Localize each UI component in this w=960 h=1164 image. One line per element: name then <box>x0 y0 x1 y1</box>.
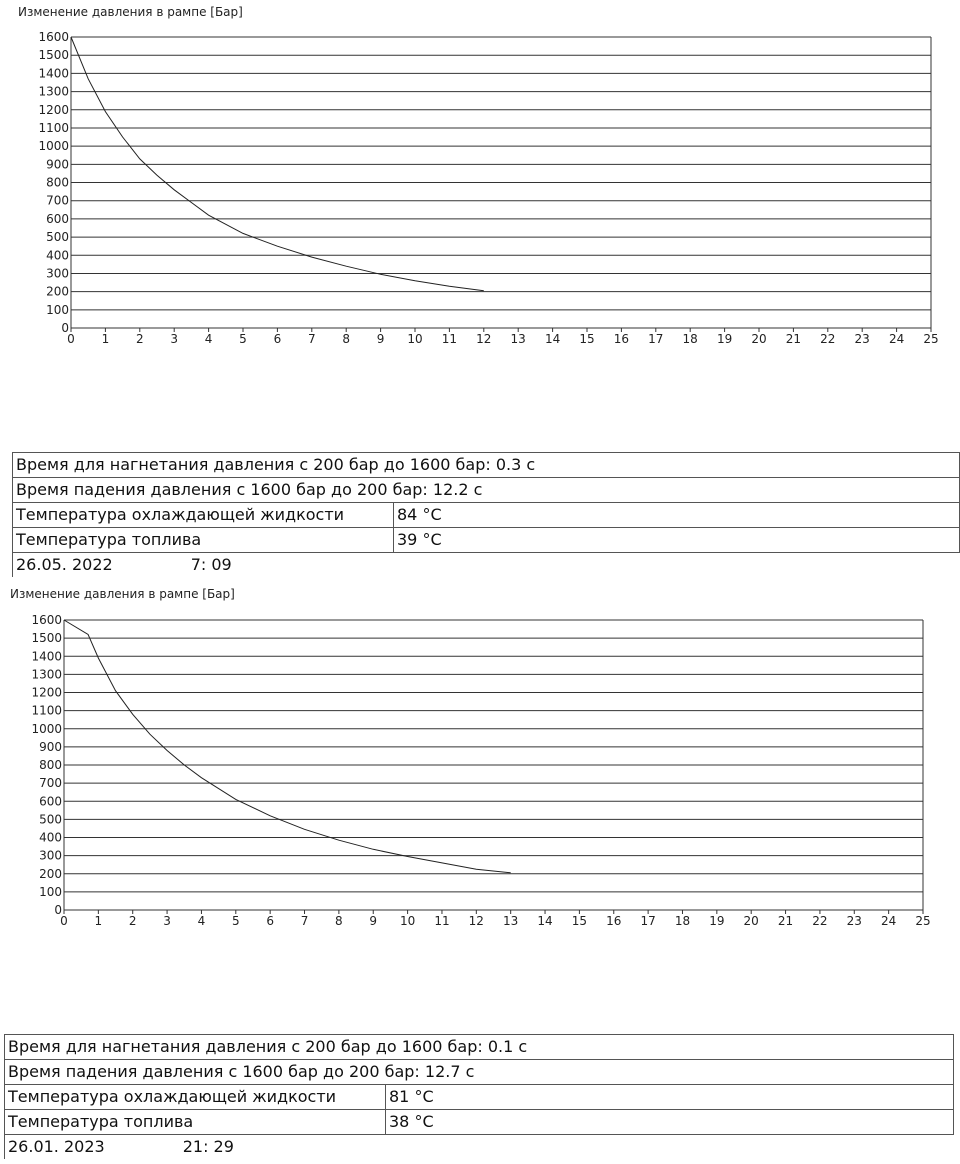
x-tick-label: 1 <box>94 914 103 928</box>
x-tick-label: 18 <box>674 914 691 928</box>
y-tick-label: 0 <box>54 903 62 917</box>
rise-time-text: Время для нагнетания давления с 200 бар до 1600 бар: 0.1 с <box>5 1035 954 1060</box>
x-tick-label: 9 <box>369 914 378 928</box>
y-tick-label: 200 <box>46 284 69 299</box>
time-text: 21: 29 <box>182 1137 234 1156</box>
y-tick-label: 600 <box>39 794 62 809</box>
x-tick-label: 22 <box>820 332 836 346</box>
pressure-chart <box>0 0 960 350</box>
x-tick-label: 15 <box>571 914 588 928</box>
y-tick-label: 900 <box>46 157 69 172</box>
x-tick-label: 2 <box>128 914 137 928</box>
y-tick-label: 400 <box>46 248 69 263</box>
x-tick-label: 12 <box>468 914 484 928</box>
chart-title: Изменение давления в рампе [Бар] <box>10 587 235 601</box>
y-tick-label: 800 <box>46 175 69 190</box>
x-tick-label: 25 <box>915 914 931 928</box>
x-tick-label: 24 <box>888 332 905 346</box>
drop-time-text: Время падения давления с 1600 бар до 200 бар: 12.2 с <box>13 478 960 503</box>
x-tick-label: 0 <box>60 914 68 928</box>
y-tick-label: 100 <box>46 302 69 317</box>
date-text: 26.05. 2022 <box>16 555 113 574</box>
fuel-temp-label: Температура топлива <box>5 1110 386 1135</box>
y-tick-label: 900 <box>39 739 62 754</box>
pressure-chart <box>0 583 960 933</box>
y-tick-label: 1400 <box>38 66 69 81</box>
x-tick-label: 7 <box>300 914 309 928</box>
x-tick-label: 8 <box>335 914 343 928</box>
info-table <box>4 1034 954 1159</box>
y-tick-label: 100 <box>39 884 62 899</box>
x-tick-label: 17 <box>640 914 656 928</box>
y-tick-label: 0 <box>61 321 69 335</box>
x-tick-label: 16 <box>606 914 622 928</box>
x-tick-label: 23 <box>854 332 870 346</box>
x-tick-label: 6 <box>266 914 274 928</box>
y-tick-label: 1300 <box>31 667 62 682</box>
y-tick-label: 500 <box>39 812 62 827</box>
x-tick-label: 0 <box>67 332 75 346</box>
x-tick-label: 4 <box>197 914 206 928</box>
coolant-temp-label: Температура охлаждающей жидкости <box>13 503 394 528</box>
x-tick-label: 3 <box>170 332 179 346</box>
drop-time-text: Время падения давления с 1600 бар до 200 бар: 12.7 с <box>5 1060 954 1085</box>
x-tick-label: 7 <box>307 332 316 346</box>
date-time <box>13 553 960 578</box>
coolant-temp-label: Температура охлаждающей жидкости <box>5 1085 386 1110</box>
date-time <box>5 1135 954 1160</box>
fuel-temp-value: 39 °C <box>394 528 960 553</box>
x-tick-label: 17 <box>648 332 664 346</box>
x-tick-label: 20 <box>751 332 767 346</box>
x-tick-label: 5 <box>231 914 240 928</box>
chart-title: Изменение давления в рампе [Бар] <box>18 5 243 19</box>
y-tick-label: 1100 <box>31 703 62 718</box>
x-tick-label: 4 <box>204 332 213 346</box>
x-tick-label: 8 <box>342 332 351 346</box>
x-tick-label: 24 <box>880 914 897 928</box>
x-tick-label: 19 <box>709 914 725 928</box>
y-tick-label: 1200 <box>38 102 69 117</box>
x-tick-label: 12 <box>476 332 492 346</box>
fuel-temp-label: Температура топлива <box>13 528 394 553</box>
y-tick-label: 1500 <box>31 631 62 646</box>
y-tick-label: 400 <box>39 830 62 845</box>
y-tick-label: 300 <box>46 266 69 281</box>
y-tick-label: 300 <box>39 848 62 863</box>
rise-time-text: Время для нагнетания давления с 200 бар до 1600 бар: 0.3 с <box>13 453 960 478</box>
x-tick-label: 10 <box>407 332 423 346</box>
x-tick-label: 15 <box>579 332 595 346</box>
x-tick-label: 6 <box>273 332 282 346</box>
coolant-temp-value: 81 °C <box>386 1085 954 1110</box>
x-tick-label: 25 <box>923 332 939 346</box>
x-tick-label: 3 <box>163 914 171 928</box>
x-tick-label: 14 <box>537 914 553 928</box>
x-tick-label: 9 <box>376 332 385 346</box>
x-tick-label: 16 <box>613 332 630 346</box>
y-tick-label: 500 <box>46 230 69 245</box>
y-tick-label: 1500 <box>38 48 69 63</box>
y-tick-label: 700 <box>46 193 69 208</box>
x-tick-label: 11 <box>441 332 458 346</box>
y-tick-label: 1200 <box>31 685 62 700</box>
y-tick-label: 1100 <box>38 120 69 135</box>
x-tick-label: 2 <box>135 332 144 346</box>
date-text: 26.01. 2023 <box>8 1137 105 1156</box>
y-tick-label: 1600 <box>38 30 69 44</box>
x-tick-label: 13 <box>503 914 519 928</box>
time-text: 7: 09 <box>190 555 232 574</box>
y-tick-label: 800 <box>39 758 62 772</box>
x-tick-label: 22 <box>812 914 828 928</box>
y-tick-label: 1000 <box>31 721 62 736</box>
y-tick-label: 1600 <box>31 613 62 627</box>
x-tick-label: 1 <box>101 332 110 346</box>
x-tick-label: 13 <box>510 332 526 346</box>
x-tick-label: 21 <box>785 332 802 346</box>
fuel-temp-value: 38 °C <box>386 1110 954 1135</box>
x-tick-label: 21 <box>777 914 794 928</box>
y-tick-label: 1000 <box>38 139 69 154</box>
info-table <box>12 452 960 577</box>
x-tick-label: 20 <box>743 914 759 928</box>
x-tick-label: 11 <box>434 914 450 928</box>
x-tick-label: 19 <box>716 332 733 346</box>
y-tick-label: 600 <box>46 211 69 226</box>
x-tick-label: 10 <box>399 914 416 928</box>
x-tick-label: 18 <box>682 332 698 346</box>
y-tick-label: 1400 <box>31 649 62 664</box>
y-tick-label: 1300 <box>38 84 69 99</box>
x-tick-label: 23 <box>846 914 862 928</box>
y-tick-label: 700 <box>39 776 62 791</box>
x-tick-label: 14 <box>544 332 561 346</box>
y-tick-label: 200 <box>39 866 62 881</box>
x-tick-label: 5 <box>239 332 247 346</box>
coolant-temp-value: 84 °C <box>394 503 960 528</box>
